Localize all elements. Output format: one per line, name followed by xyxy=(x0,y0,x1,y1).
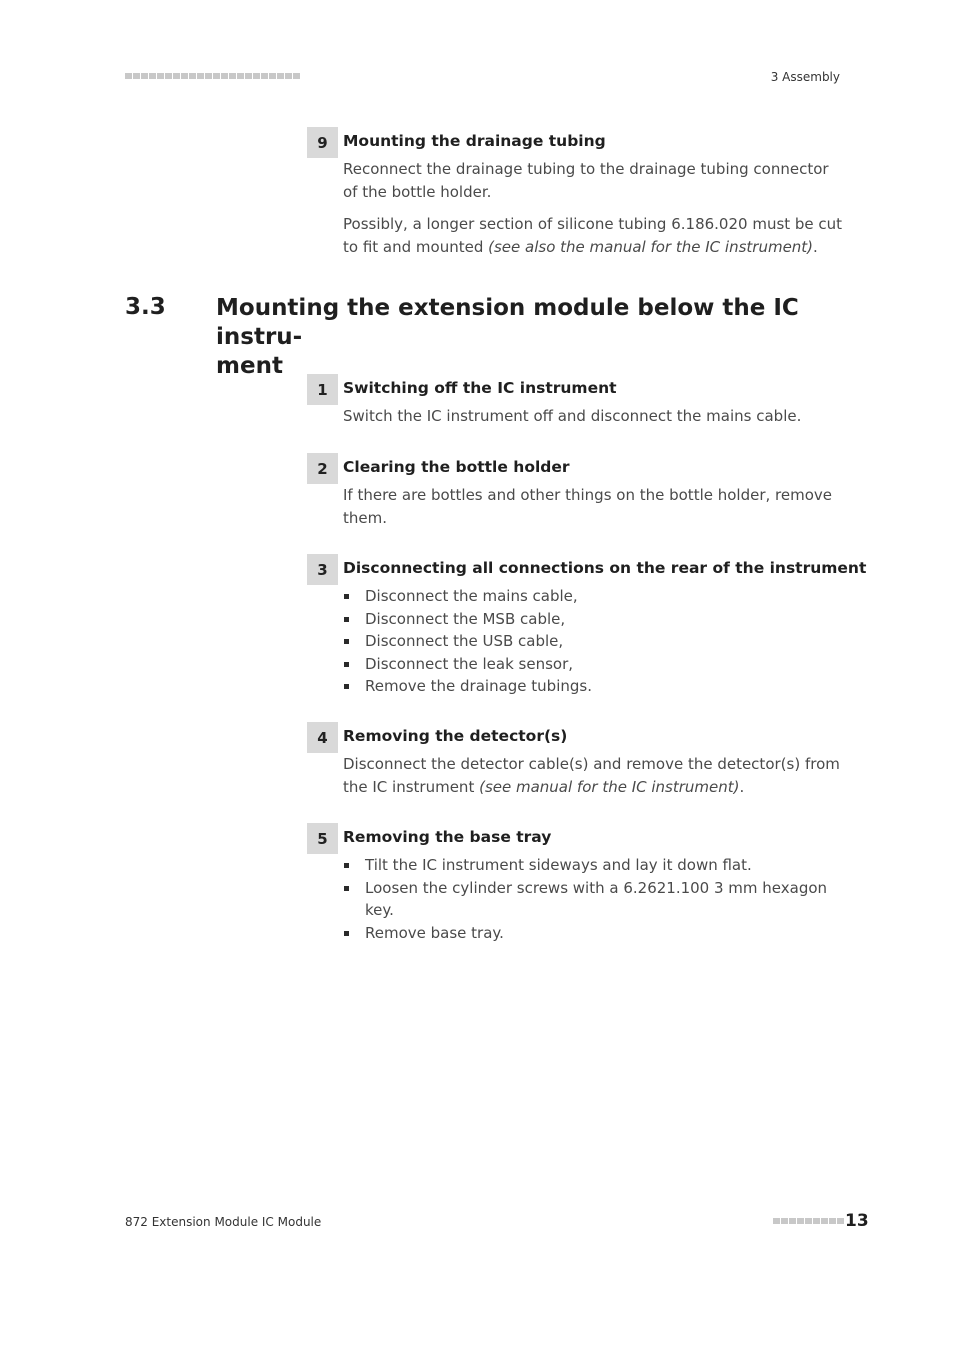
header-chapter: 3 Assembly xyxy=(770,70,840,84)
step-paragraph: Switch the IC instrument off and disconnect the mains cable. xyxy=(343,407,802,425)
step-paragraph: Disconnect the detector cable(s) and remove the detector(s) from the IC instrument (see manual for the IC instrument). xyxy=(343,755,840,796)
page-number: 13 xyxy=(845,1211,869,1231)
section-number: 3.3 xyxy=(125,294,166,320)
bullet-list xyxy=(343,585,843,698)
step-number: 4 xyxy=(307,722,338,753)
step-paragraph: If there are bottles and other things on the bottle holder, remove them. xyxy=(343,486,833,527)
list-item: Remove base tray. xyxy=(343,922,843,945)
step-body xyxy=(343,585,843,698)
step-number: 3 xyxy=(307,554,338,585)
list-item: Loosen the cylinder screws with a 6.2621.100 3 mm hexagon key. xyxy=(343,877,843,922)
step-title: Removing the detector(s) xyxy=(343,727,568,745)
step-title: Mounting the drainage tubing xyxy=(343,132,606,150)
step-body xyxy=(343,854,843,944)
step-number: 1 xyxy=(307,374,338,405)
section-title: Mounting the extension module below the IC instru- ment xyxy=(216,295,799,379)
step-number: 2 xyxy=(307,453,338,484)
step-title: Removing the base tray xyxy=(343,828,552,846)
step-paragraph: Possibly, a longer section of silicone tubing 6.186.020 must be cut to fit and mounted (see also the manual for the IC instrument). xyxy=(343,215,843,256)
bullet-list xyxy=(343,854,843,944)
footer-decoration xyxy=(773,1218,844,1224)
step-body xyxy=(343,753,843,808)
list-item: Tilt the IC instrument sideways and lay it down flat. xyxy=(343,854,843,877)
step-body xyxy=(343,484,843,539)
step-title: Switching off the IC instrument xyxy=(343,379,617,397)
step-number: 9 xyxy=(307,127,338,158)
step-number: 5 xyxy=(307,823,338,854)
step-title: Clearing the bottle holder xyxy=(343,458,570,476)
list-item: Disconnect the mains cable, xyxy=(343,585,843,608)
header-decoration xyxy=(125,73,300,79)
step-title: Disconnecting all connections on the rear of the instrument xyxy=(343,559,867,577)
list-item: Disconnect the leak sensor, xyxy=(343,653,843,676)
step-body xyxy=(343,158,843,268)
step-body xyxy=(343,405,843,438)
list-item: Remove the drainage tubings. xyxy=(343,675,843,698)
list-item: Disconnect the USB cable, xyxy=(343,630,843,653)
footer-document-title: 872 Extension Module IC Module xyxy=(125,1215,322,1229)
step-paragraph: Reconnect the drainage tubing to the drainage tubing connector of the bottle holder. xyxy=(343,160,829,201)
list-item: Disconnect the MSB cable, xyxy=(343,608,843,631)
